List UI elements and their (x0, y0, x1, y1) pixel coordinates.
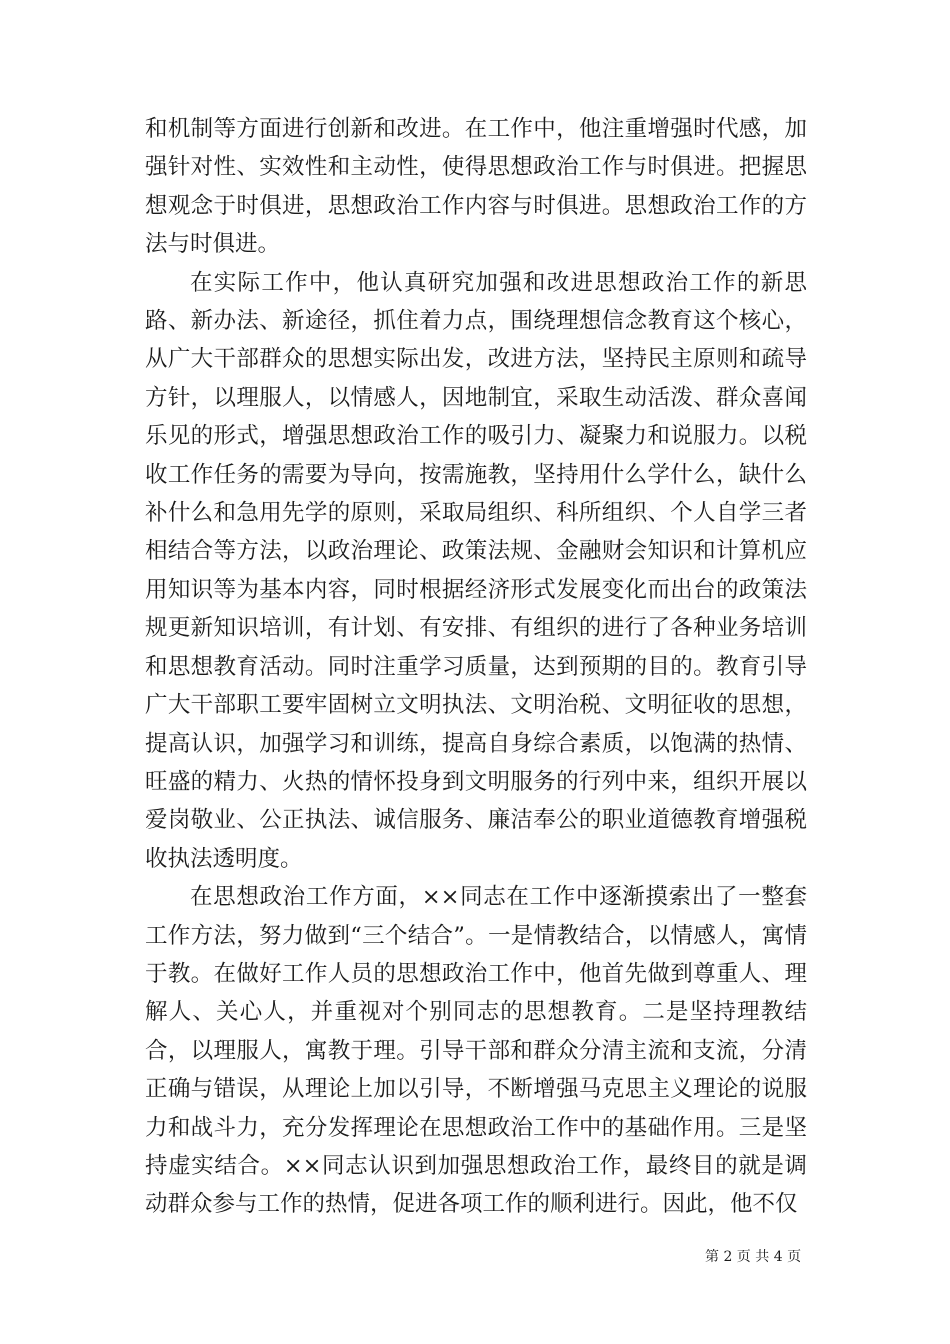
document-body (145, 110, 807, 1224)
paragraph-3: 在思想政治工作方面，××同志在工作中逐渐摸索出了一整套工作方法，努力做到“三个结合”。一是情教结合，以情感人，寓情于教。在做好工作人员的思想政治工作中，他首先做到尊重人、理解人、关心人，并重视对个别同志的思想教育。二是坚持理教结合，以理服人，寓教于理。引导干部和群众分清主流和支流，分清正确与错误，从理论上加以引导，不断增强马克思主义理论的说服力和战斗力，充分发挥理论在思想政治工作中的基础作用。三是坚持虚实结合。××同志认识到加强思想政治工作，最终目的就是调动群众参与工作的热情，促进各项工作的顺利进行。因此，他不仅 (145, 884, 807, 1218)
paragraph-1: 和机制等方面进行创新和改进。在工作中，他注重增强时代感，加强针对性、实效性和主动性，使得思想政治工作与时俱进。把握思想观念于时俱进，思想政治工作内容与时俱进。思想政治工作的方法与时俱进。 (145, 116, 807, 258)
paragraph-2: 在实际工作中，他认真研究加强和改进思想政治工作的新思路、新办法、新途径，抓住着力点，围绕理想信念教育这个核心，从广大干部群众的思想实际出发，改进方法，坚持民主原则和疏导方针，以理服人，以情感人，因地制宜，采取生动活泼、群众喜闻乐见的形式，增强思想政治工作的吸引力、凝聚力和说服力。以税收工作任务的需要为导向，按需施教，坚持用什么学什么，缺什么补什么和急用先学的原则，采取局组织、科所组织、个人自学三者相结合等方法，以政治理论、政策法规、金融财会知识和计算机应用知识等为基本内容，同时根据经济形式发展变化而出台的政策法规更新知识培训，有计划、有安排、有组织的进行了各种业务培训和思想教育活动。同时注重学习质量，达到预期的目的。教育引导广大干部职工要牢固树立文明执法、文明治税、文明征收的思想，提高认识，加强学习和训练，提高自身综合素质，以饱满的热情、旺盛的精力、火热的情怀投身到文明服务的行列中来，组织开展以爱岗敬业、公正执法、诚信服务、廉洁奉公的职业道德教育增强税收执法透明度。 (145, 269, 807, 872)
page-number-footer: 第 2 页 共 4 页 (705, 1249, 802, 1265)
